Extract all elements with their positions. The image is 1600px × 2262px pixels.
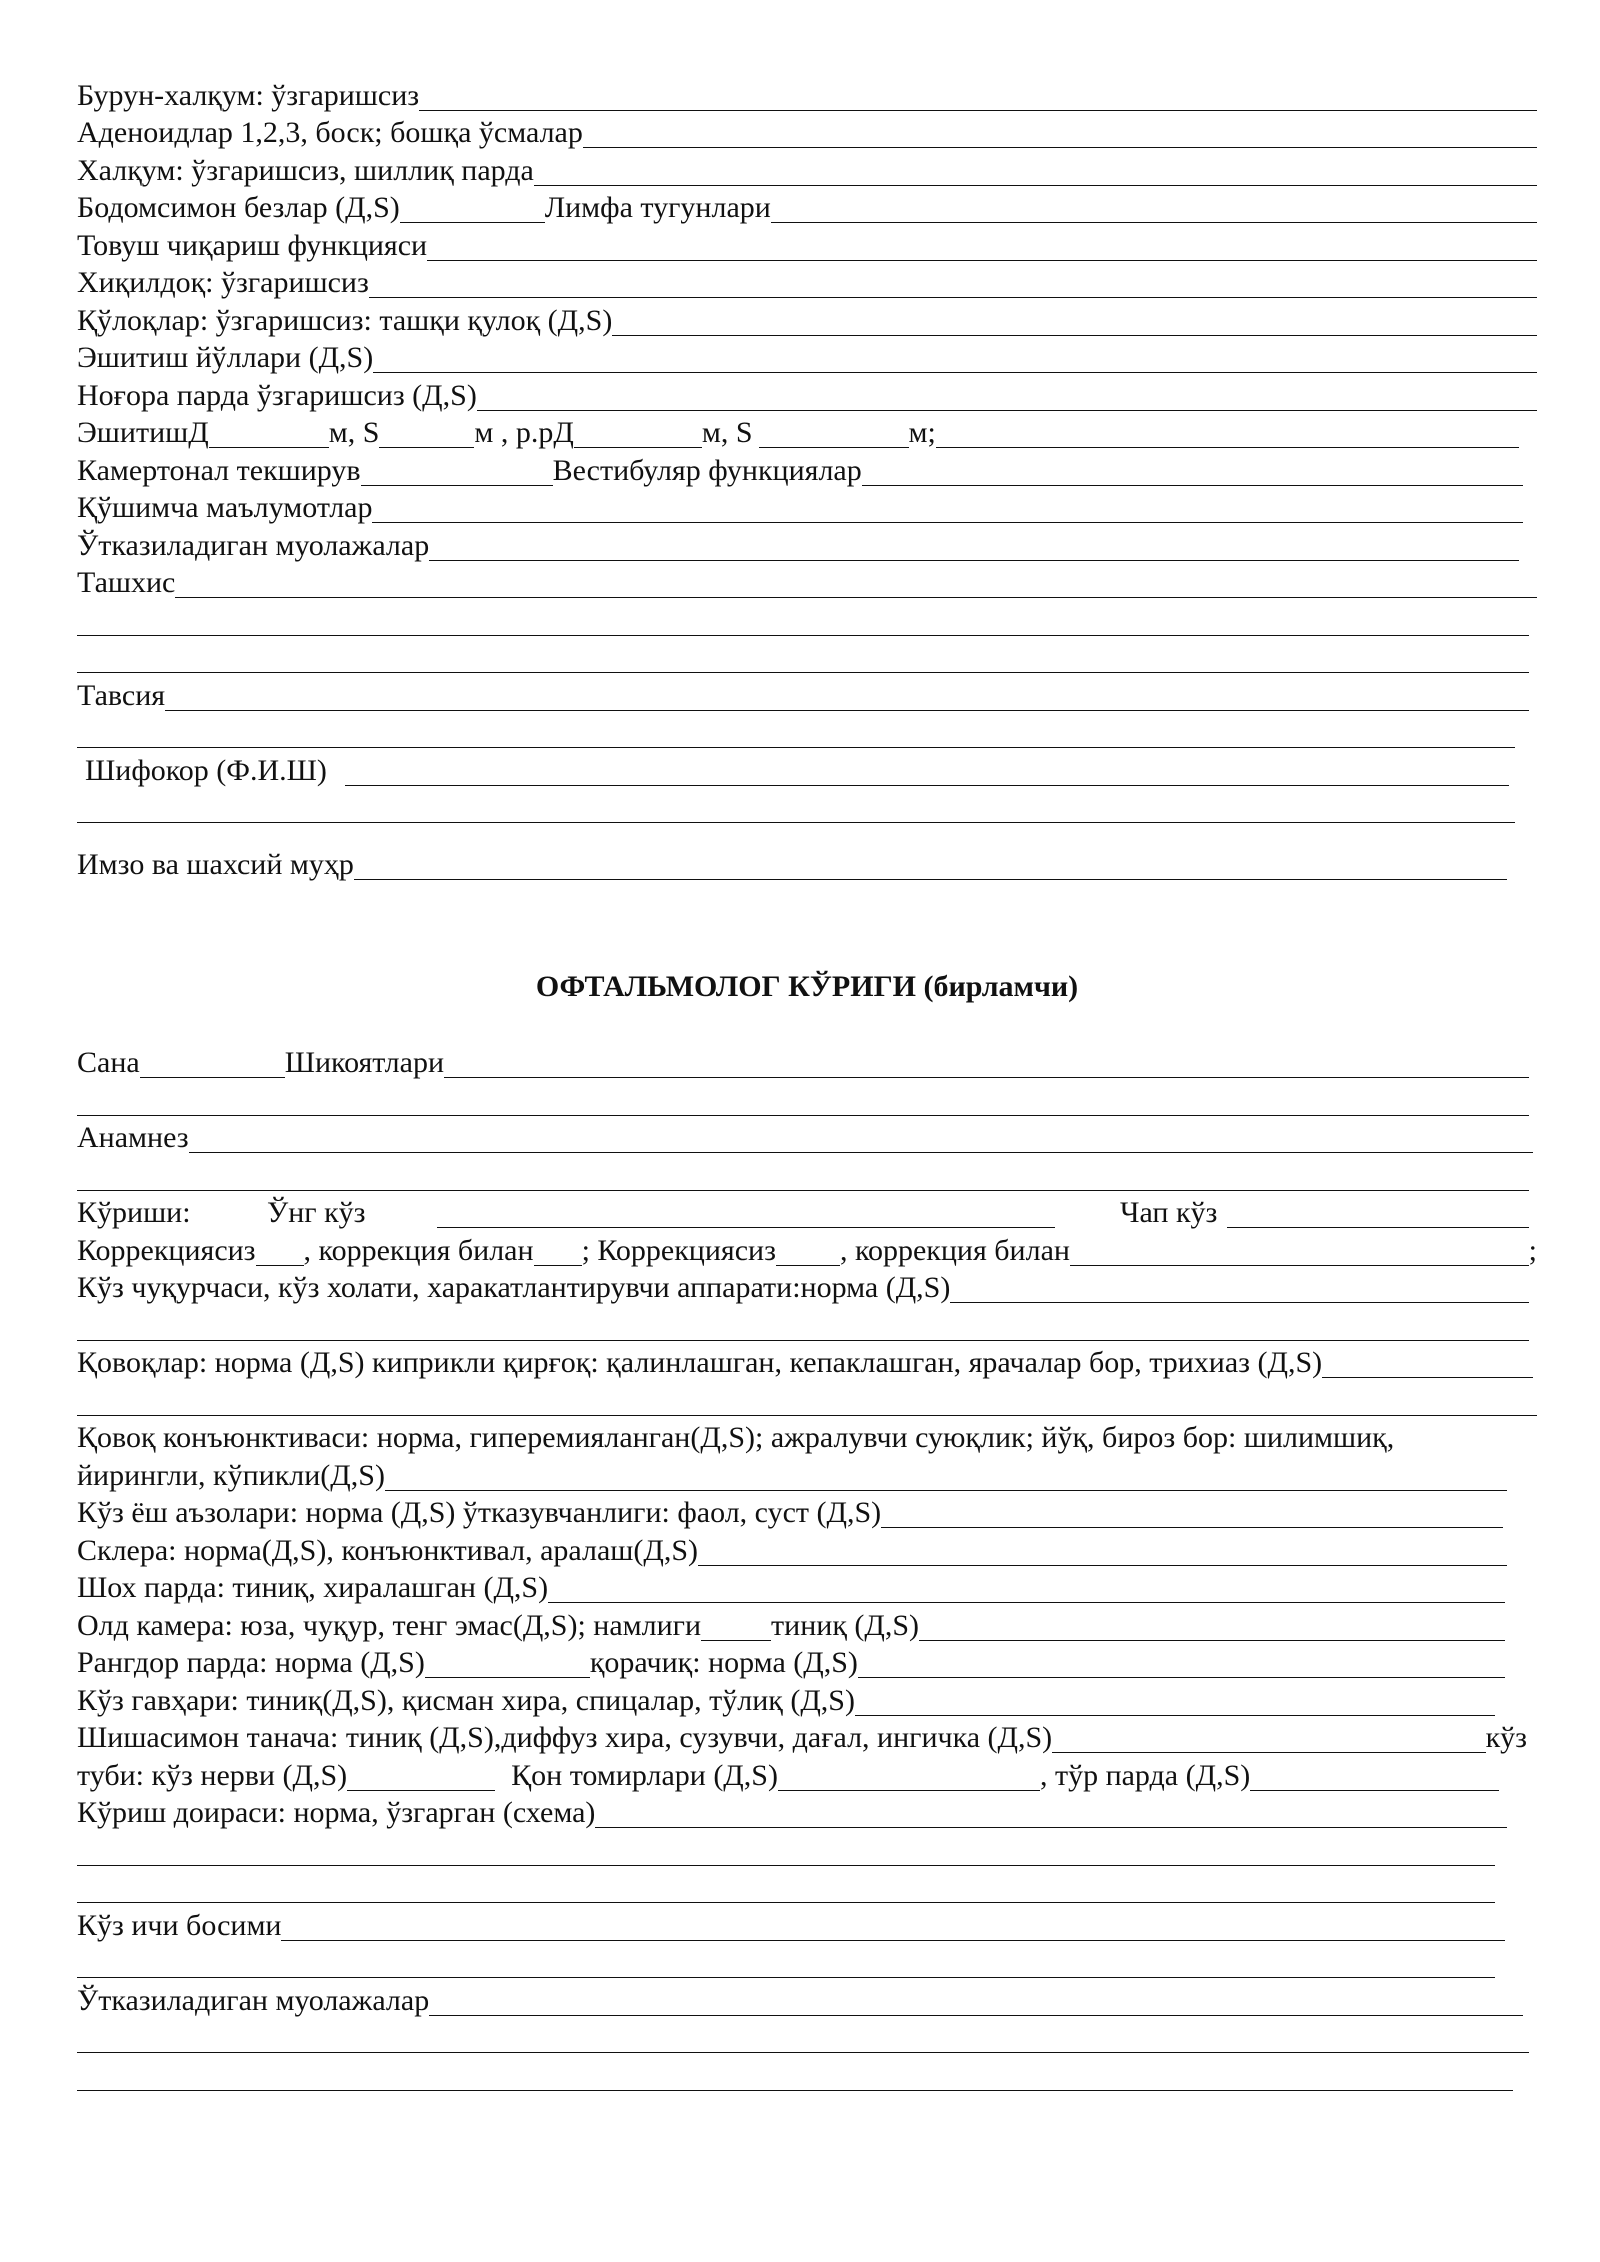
input-line-additional-info[interactable] <box>372 522 1523 523</box>
field-label-cornea: Шох парда: тиниқ, хиралашган (Д,S) <box>77 1571 549 1604</box>
input-line-larynx[interactable] <box>369 297 1537 298</box>
input-line-hearing-left-whisper[interactable] <box>379 447 474 448</box>
field-label-tonsils: Бодомсимон безлар (Д,S) <box>77 191 400 224</box>
input-line-hearing-extra[interactable] <box>936 447 1519 448</box>
form-row-recommendation-cont <box>77 715 1537 753</box>
form-row-diagnosis <box>77 565 1537 603</box>
input-line-eyelids-cont[interactable] <box>77 1415 1537 1416</box>
input-line-retina[interactable] <box>1250 1790 1499 1791</box>
field-label-chamber-clear: тиниқ (Д,S) <box>771 1608 920 1642</box>
field-label-voice-function: Товуш чиқариш функцияси <box>77 228 428 262</box>
field-label-lymph-nodes: Лимфа тугунлари <box>544 191 771 224</box>
input-line-procedures-oph[interactable] <box>429 2015 1523 2016</box>
input-line-eardrum[interactable] <box>477 410 1537 411</box>
field-label-date: Сана <box>77 1046 140 1079</box>
input-line-right-eye[interactable] <box>437 1227 1055 1228</box>
form-row-recommendation <box>77 677 1537 715</box>
input-line-visual-field-cont-2[interactable] <box>77 1902 1495 1903</box>
form-row-eyelids <box>77 1345 1537 1383</box>
input-line-optic-nerve[interactable] <box>347 1790 495 1791</box>
input-line-no-correction-left[interactable] <box>776 1265 840 1266</box>
field-label-sclera: Склера: норма(Д,S), конъюнктивал, аралаш(Д,S) <box>77 1533 699 1567</box>
form-row-pharynx <box>77 152 1537 190</box>
form-row-doctor <box>77 752 1537 790</box>
form-row-hearing <box>77 415 1537 453</box>
field-label-right-eye: Ўнг кўз <box>267 1196 366 1229</box>
form-row-diagnosis-cont-1 <box>77 602 1537 640</box>
input-line-eyelids[interactable] <box>1322 1377 1533 1378</box>
input-line-recommendation-cont[interactable] <box>77 747 1515 748</box>
form-row-date-complaints <box>77 1006 1537 1082</box>
form-row-ear-canals <box>77 340 1537 378</box>
field-label-blood-vessels: Қон томирлари (Д,S) <box>511 1758 778 1792</box>
section-title-ophthalmologist: ОФТАЛЬМОЛОГ КЎРИГИ (бирламчи) <box>535 970 1079 1003</box>
form-row-eyelids-cont <box>77 1382 1537 1420</box>
field-label-anterior-chamber: Олд камера: юза, чуқур, тенг эмас(Д,S); намлиги <box>77 1608 702 1642</box>
input-line-pupil[interactable] <box>858 1677 1505 1678</box>
input-line-signature[interactable] <box>354 879 1507 880</box>
field-label-tuning-fork: Камертонал текширув <box>77 453 361 487</box>
input-line-visual-field[interactable] <box>595 1827 1507 1828</box>
field-label-no-correction-left: ; Коррекциясиз <box>581 1233 776 1267</box>
field-label-vestibular: Вестибуляр функциялар <box>552 453 862 487</box>
input-line-nose-throat[interactable] <box>419 110 1537 111</box>
field-label-retina: , тўр парда (Д,S) <box>1039 1758 1251 1792</box>
input-line-orbit[interactable] <box>950 1302 1529 1303</box>
field-label-eyelids: Қовоқлар: норма (Д,S) киприкли қирғоқ: қалинлашган, кепаклашган, ярачалар бор, трихиаз (Д,S) <box>77 1346 1323 1379</box>
input-line-complaints[interactable] <box>444 1077 1529 1078</box>
form-row-conjunctiva <box>77 1420 1537 1458</box>
input-line-complaints-cont[interactable] <box>77 1115 1529 1116</box>
field-label-lens: Кўз гавҳари: тиниқ(Д,S), қисман хира, спицалар, тўлиқ (Д,S) <box>77 1683 855 1717</box>
field-label-pharynx: Халқум: ўзгаришсиз, шиллиқ парда <box>77 153 534 187</box>
input-line-cornea[interactable] <box>548 1602 1505 1603</box>
form-row-procedures-ent <box>77 527 1537 565</box>
form-row-procedures-oph <box>77 1982 1537 2020</box>
field-label-complaints: Шикоятлари <box>284 1046 445 1079</box>
field-label-adenoids: Аденоидлар 1,2,3, боск; бошқа ўсмалар <box>77 116 583 149</box>
form-row-conjunctiva-cont <box>77 1457 1537 1495</box>
input-line-with-correction-right[interactable] <box>534 1265 582 1266</box>
input-line-hearing-right-whisper[interactable] <box>209 447 329 448</box>
form-row-orbit-cont <box>77 1307 1537 1345</box>
form-row-vitreous <box>77 1720 1537 1758</box>
form-row-iop <box>77 1907 1537 1945</box>
field-label-with-correction-left: , коррекция билан <box>839 1233 1070 1267</box>
input-line-hearing-left-speech[interactable] <box>759 447 909 448</box>
unit-label-m-end: м; <box>908 416 936 449</box>
field-label-pupil: қорачиқ: норма (Д,S) <box>589 1646 858 1679</box>
input-line-iop[interactable] <box>281 1940 1505 1941</box>
input-line-vitreous[interactable] <box>1052 1752 1485 1753</box>
input-line-blood-vessels[interactable] <box>778 1790 1040 1791</box>
form-row-vision <box>77 1195 1537 1233</box>
form-row-cornea <box>77 1570 1537 1608</box>
input-line-anamnesis[interactable] <box>189 1152 1533 1153</box>
input-line-voice-function[interactable] <box>427 260 1537 261</box>
form-row-larynx <box>77 265 1537 303</box>
medical-form-page <box>77 77 1537 2095</box>
input-line-ear-canals[interactable] <box>373 372 1537 373</box>
form-row-procedures-oph-cont-2 <box>77 2057 1537 2095</box>
form-row-visual-field <box>77 1795 1537 1833</box>
field-label-left-eye: Чап кўз <box>1120 1196 1218 1229</box>
field-label-iris: Рангдор парда: норма (Д,S) <box>77 1646 425 1679</box>
form-row-adenoids <box>77 115 1537 153</box>
input-line-adenoids[interactable] <box>583 147 1537 148</box>
field-label-conjunctiva-cont: йирингли, кўпикли(Д,S) <box>77 1458 385 1492</box>
form-row-tonsils <box>77 190 1537 228</box>
form-row-correction <box>77 1232 1537 1270</box>
field-label-additional-info: Қўшимча маълумотлар <box>77 491 373 524</box>
field-label-fundus-word: кўз <box>1485 1721 1527 1754</box>
field-label-nose-throat: Бурун-халқум: ўзгаришсиз <box>77 78 420 112</box>
input-line-procedures-oph-cont-2[interactable] <box>77 2090 1513 2091</box>
form-row-doctor-cont <box>77 790 1537 828</box>
input-line-hearing-right-speech[interactable] <box>574 447 702 448</box>
unit-label-m-s2: м, S <box>701 416 753 449</box>
input-line-procedures-ent[interactable] <box>429 560 1519 561</box>
field-label-orbit: Кўз чуқурчаси, кўз холати, харакатлантирувчи аппарати:норма (Д,S) <box>77 1271 951 1304</box>
form-row-iris <box>77 1645 1537 1683</box>
form-row-anterior-chamber <box>77 1607 1537 1645</box>
field-label-optic-nerve: туби: кўз нерви (Д,S) <box>77 1758 348 1792</box>
field-label-doctor: Шифокор (Ф.И.Ш) <box>85 753 327 787</box>
input-line-lacrimal[interactable] <box>881 1527 1503 1528</box>
form-row-signature <box>77 827 1537 884</box>
form-row-sclera <box>77 1532 1537 1570</box>
form-row-additional-info <box>77 490 1537 528</box>
field-label-procedures-ent: Ўтказиладиган муолажалар <box>77 528 430 562</box>
input-line-lymph-nodes[interactable] <box>771 222 1537 223</box>
field-label-lacrimal: Кўз ёш аъзолари: норма (Д,S) ўтказувчанлиги: фаол, суст (Д,S) <box>77 1496 882 1529</box>
form-row-anamnesis-cont <box>77 1157 1537 1195</box>
field-label-ear-canals: Эшитиш йўллари (Д,S) <box>77 341 374 374</box>
punctuation-semicolon: ; <box>1528 1233 1537 1267</box>
input-line-tonsils[interactable] <box>400 222 545 223</box>
form-row-visual-field-cont-2 <box>77 1870 1537 1908</box>
input-line-diagnosis-cont-1[interactable] <box>77 635 1529 636</box>
input-line-doctor-cont[interactable] <box>77 822 1515 823</box>
field-label-recommendation: Тавсия <box>77 678 166 712</box>
input-line-anamnesis-cont[interactable] <box>77 1190 1529 1191</box>
input-line-iop-cont[interactable] <box>77 1977 1495 1978</box>
form-row-eardrum <box>77 377 1537 415</box>
field-label-hearing: ЭшитишД <box>77 416 209 449</box>
input-line-pharynx[interactable] <box>534 185 1537 186</box>
input-line-anterior-chamber[interactable] <box>919 1640 1505 1641</box>
field-label-vitreous: Шишасимон танача: тиниқ (Д,S),диффуз хира, сузувчи, дағал, ингичка (Д,S) <box>77 1721 1053 1754</box>
field-label-visual-field: Кўриш доираси: норма, ўзгарган (схема) <box>77 1796 596 1829</box>
input-line-no-correction-right[interactable] <box>256 1265 304 1266</box>
field-label-signature: Имзо ва шахсий муҳр <box>77 848 354 881</box>
unit-label-m-speech: м , р.рД <box>474 416 574 449</box>
form-row-diagnosis-cont-2 <box>77 640 1537 678</box>
input-line-diagnosis-cont-2[interactable] <box>77 672 1529 673</box>
form-row-complaints-cont <box>77 1082 1537 1120</box>
input-line-sclera[interactable] <box>698 1565 1507 1566</box>
form-row-voice <box>77 227 1537 265</box>
form-row-lacrimal <box>77 1495 1537 1533</box>
input-line-conjunctiva[interactable] <box>385 1490 1507 1491</box>
input-line-diagnosis[interactable] <box>175 597 1537 598</box>
input-line-left-eye[interactable] <box>1227 1227 1529 1228</box>
input-line-procedures-oph-cont-1[interactable] <box>77 2052 1529 2053</box>
field-label-no-correction-right: Коррекциясиз <box>77 1233 256 1267</box>
input-line-with-correction-left[interactable] <box>1070 1265 1529 1266</box>
field-label-iop: Кўз ичи босими <box>77 1908 282 1942</box>
field-label-conjunctiva: Қовоқ конъюнктиваси: норма, гиперемияланган(Д,S); ажралувчи суюқлик; йўқ, бироз бор: шилимшиқ, <box>77 1421 1395 1454</box>
input-line-orbit-cont[interactable] <box>77 1340 1529 1341</box>
form-row-lens <box>77 1682 1537 1720</box>
input-line-doctor[interactable] <box>345 785 1509 786</box>
form-row-tuning-fork <box>77 452 1537 490</box>
field-label-eardrum: Ноғора парда ўзгаришсиз (Д,S) <box>77 378 477 412</box>
input-line-iris[interactable] <box>425 1677 590 1678</box>
unit-label-m-s: м, S <box>328 416 380 449</box>
input-line-recommendation[interactable] <box>165 710 1529 711</box>
field-label-larynx: Хиқилдоқ: ўзгаришсиз <box>77 266 369 299</box>
input-line-vestibular[interactable] <box>862 485 1523 486</box>
input-line-date[interactable] <box>140 1077 285 1078</box>
section-title-row <box>77 884 1537 1006</box>
field-label-vision: Кўриши: <box>77 1196 191 1229</box>
field-label-anamnesis: Анамнез <box>77 1121 189 1154</box>
field-label-ears: Қўлоқлар: ўзгаришсиз: ташқи қулоқ (Д,S) <box>77 303 613 337</box>
form-row-orbit <box>77 1270 1537 1308</box>
form-row-ears <box>77 302 1537 340</box>
input-line-visual-field-cont-1[interactable] <box>77 1865 1495 1866</box>
form-row-fundus <box>77 1757 1537 1795</box>
form-row-procedures-oph-cont-1 <box>77 2020 1537 2058</box>
field-label-diagnosis: Ташхис <box>77 566 176 599</box>
input-line-lens[interactable] <box>855 1715 1495 1716</box>
input-line-tuning-fork[interactable] <box>361 485 553 486</box>
field-label-with-correction-right: , коррекция билан <box>303 1233 534 1267</box>
form-row-anamnesis <box>77 1120 1537 1158</box>
form-row-iop-cont <box>77 1945 1537 1983</box>
field-label-procedures-oph: Ўтказиладиган муолажалар <box>77 1983 430 2017</box>
input-line-ears[interactable] <box>612 335 1537 336</box>
input-line-chamber-moisture[interactable] <box>701 1640 771 1641</box>
form-row-visual-field-cont-1 <box>77 1832 1537 1870</box>
form-row-nose-throat <box>77 77 1537 115</box>
